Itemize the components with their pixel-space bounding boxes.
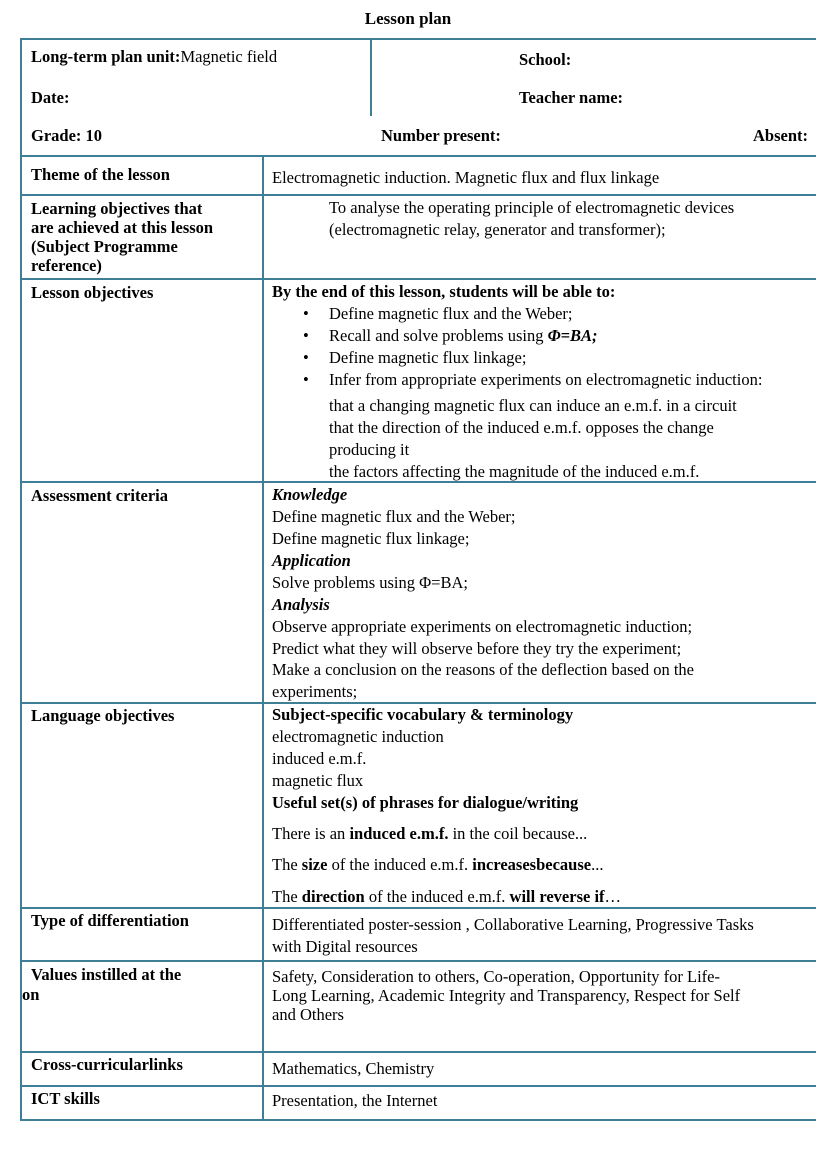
row-divider — [20, 1051, 816, 1053]
value-line: To analyse the operating principle of electromagnetic devices — [329, 198, 735, 217]
value-line: Long Learning, Academic Integrity and Transparency, Respect for Self — [272, 986, 741, 1005]
label-line: reference) — [31, 256, 102, 275]
row-divider — [20, 278, 816, 280]
school-label: School: — [519, 50, 572, 69]
row-divider — [20, 1085, 816, 1087]
formula: Φ=BA; — [547, 326, 598, 345]
application-line: Solve problems using Φ=BA; — [272, 573, 468, 592]
row-divider — [20, 907, 816, 909]
row-divider — [20, 960, 816, 962]
phrase-part: The — [272, 887, 302, 906]
assessment-criteria-label: Assessment criteria — [31, 486, 168, 505]
ict-skills-label: ICT skills — [31, 1089, 100, 1108]
sub-line: the factors affecting the magnitude of the induced e.m.f. — [329, 462, 700, 481]
label-line: Values instilled at the — [31, 965, 182, 984]
lesson-objectives-label: Lesson objectives — [31, 283, 154, 302]
label-line: on — [22, 985, 40, 1004]
value-line: Differentiated poster-session , Collaborative Learning, Progressive Tasks — [272, 915, 754, 934]
phrase-part: The — [272, 855, 302, 874]
analysis-heading: Analysis — [272, 595, 330, 614]
bullet-icon: • — [303, 326, 309, 345]
vocabulary-heading: Subject-specific vocabulary & terminology — [272, 705, 574, 724]
list-item-text: Recall and solve problems using — [329, 326, 548, 345]
unit-value: Magnetic field — [180, 47, 278, 66]
phrase-line — [272, 854, 603, 875]
page-title: Lesson plan — [364, 9, 452, 28]
phrases-heading: Useful set(s) of phrases for dialogue/writing — [272, 793, 579, 812]
phrase-part: induced e.m.f. — [349, 824, 449, 843]
list-item — [303, 347, 762, 369]
phrase-line — [272, 823, 587, 844]
bullet-icon: • — [303, 370, 309, 389]
sub-line: producing it — [329, 440, 410, 459]
list-item-text: Define magnetic flux and the Weber; — [329, 304, 573, 323]
phrase-part: will reverse if — [509, 887, 605, 906]
phrase-part: of the induced e.m.f. — [364, 887, 510, 906]
unit-label: Long-term plan unit: — [31, 47, 181, 66]
phrase-part: size — [301, 855, 328, 874]
absent-label: Absent: — [753, 126, 809, 145]
value-line: Safety, Consideration to others, Co-operation, Opportunity for Life- — [272, 967, 720, 986]
row-divider — [20, 194, 816, 196]
analysis-line: Observe appropriate experiments on electromagnetic induction; — [272, 617, 693, 636]
cross-curricular-value: Mathematics, Chemistry — [272, 1059, 435, 1078]
number-present-label: Number present: — [381, 126, 501, 145]
label-line: Learning objectives that — [31, 199, 203, 218]
list-item — [303, 303, 762, 325]
language-objectives-label: Language objectives — [31, 706, 175, 725]
vocabulary-line: magnetic flux — [272, 771, 364, 790]
table-left-border — [20, 38, 22, 1121]
sub-line: that a changing magnetic flux can induce an e.m.f. in a circuit — [329, 396, 737, 415]
bullet-icon: • — [303, 304, 309, 323]
phrase-part: There is an — [272, 824, 350, 843]
vocabulary-line: induced e.m.f. — [272, 749, 367, 768]
analysis-line: Predict what they will observe before they try the experiment; — [272, 639, 682, 658]
lesson-objectives-list — [303, 303, 763, 391]
header-column-divider — [370, 38, 372, 116]
phrase-part: ... — [591, 855, 604, 874]
label-column-divider — [262, 155, 264, 1121]
analysis-line: experiments; — [272, 682, 358, 701]
table-bottom-border — [20, 1119, 816, 1121]
label-line: are achieved at this lesson — [31, 218, 214, 237]
lesson-objectives-intro: By the end of this lesson, students will be able to: — [272, 282, 616, 301]
unit-line — [31, 46, 277, 67]
differentiation-label: Type of differentiation — [31, 911, 189, 930]
application-heading: Application — [272, 551, 351, 570]
phrase-line — [272, 886, 621, 907]
table-top-border — [20, 38, 816, 40]
cross-curricular-label: Cross-curricularlinks — [31, 1055, 183, 1074]
knowledge-line: Define magnetic flux linkage; — [272, 529, 470, 548]
row-divider — [20, 155, 816, 157]
phrase-part: increasesbecause — [472, 855, 592, 874]
bullet-icon: • — [303, 348, 309, 367]
label-line: (Subject Programme — [31, 237, 178, 256]
list-item-text: Infer from appropriate experiments on electromagnetic induction: — [329, 370, 763, 389]
list-item-text: Define magnetic flux linkage; — [329, 348, 527, 367]
value-line: with Digital resources — [272, 937, 418, 956]
knowledge-heading: Knowledge — [272, 485, 348, 504]
phrase-part: … — [604, 887, 622, 906]
knowledge-line: Define magnetic flux and the Weber; — [272, 507, 516, 526]
date-label: Date: — [31, 88, 70, 107]
sub-line: that the direction of the induced e.m.f. opposes the change — [329, 418, 714, 437]
theme-value: Electromagnetic induction. Magnetic flux and flux linkage — [272, 168, 660, 187]
phrase-part: of the induced e.m.f. — [327, 855, 473, 874]
grade-label: Grade: 10 — [31, 126, 103, 145]
phrase-part: in the coil because... — [448, 824, 588, 843]
list-item — [303, 325, 762, 347]
theme-label: Theme of the lesson — [31, 165, 170, 184]
vocabulary-line: electromagnetic induction — [272, 727, 444, 746]
phrase-part: direction — [301, 887, 365, 906]
analysis-line: Make a conclusion on the reasons of the deflection based on the — [272, 660, 694, 679]
teacher-name-label: Teacher name: — [519, 88, 624, 107]
list-item — [303, 369, 763, 391]
ict-skills-value: Presentation, the Internet — [272, 1091, 438, 1110]
value-line: (electromagnetic relay, generator and transformer); — [329, 220, 666, 239]
value-line: and Others — [272, 1005, 344, 1024]
